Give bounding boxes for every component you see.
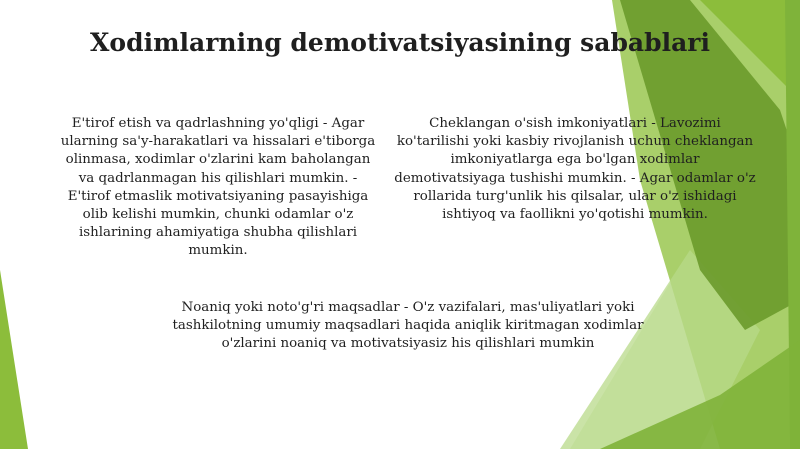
paragraph-growth: Cheklangan o'sish imkoniyatlari - Lavozimi ko'tarilishi yoki kasbiy rivojlanish uchun cheklangan imkoniyatlarga ega bo'lgan xodimlar demotivatsiyaga tushishi mumkin. - Agar odamlar o'z rollarida turg'unlik his qilsalar, ular o'z ishidagi ishtiyoq va faollikni yo'qotishi mumkin. — [394, 116, 756, 223]
paragraph-goals: Noaniq yoki noto'g'ri maqsadlar - O'z vazifalari, mas'uliyatlari yoki tashkilotning umumiy maqsadlari haqida aniqlik kiritmagan xodimlar o'zlarini noaniq va motivatsiyasiz his qilishlari mumkin — [172, 300, 644, 352]
slide-title: Xodimlarning demotivatsiyasining sabablari — [90, 28, 710, 57]
paragraph-recognition: E'tirof etish va qadrlashning yo'qligi - Agar ularning sa'y-harakatlari va hissalari e'tiborga olinmasa, xodimlar o'zlarini kam baholangan va qadrlanmagan his qilishlari mumkin. - E'tirof etmaslik motivatsiyaning pasayishiga olib kelishi mumkin, chunki odamlar o'z ishlarining ahamiyatiga shubha qilishlari mumkin. — [60, 116, 376, 259]
left-corner-facet — [0, 270, 28, 449]
